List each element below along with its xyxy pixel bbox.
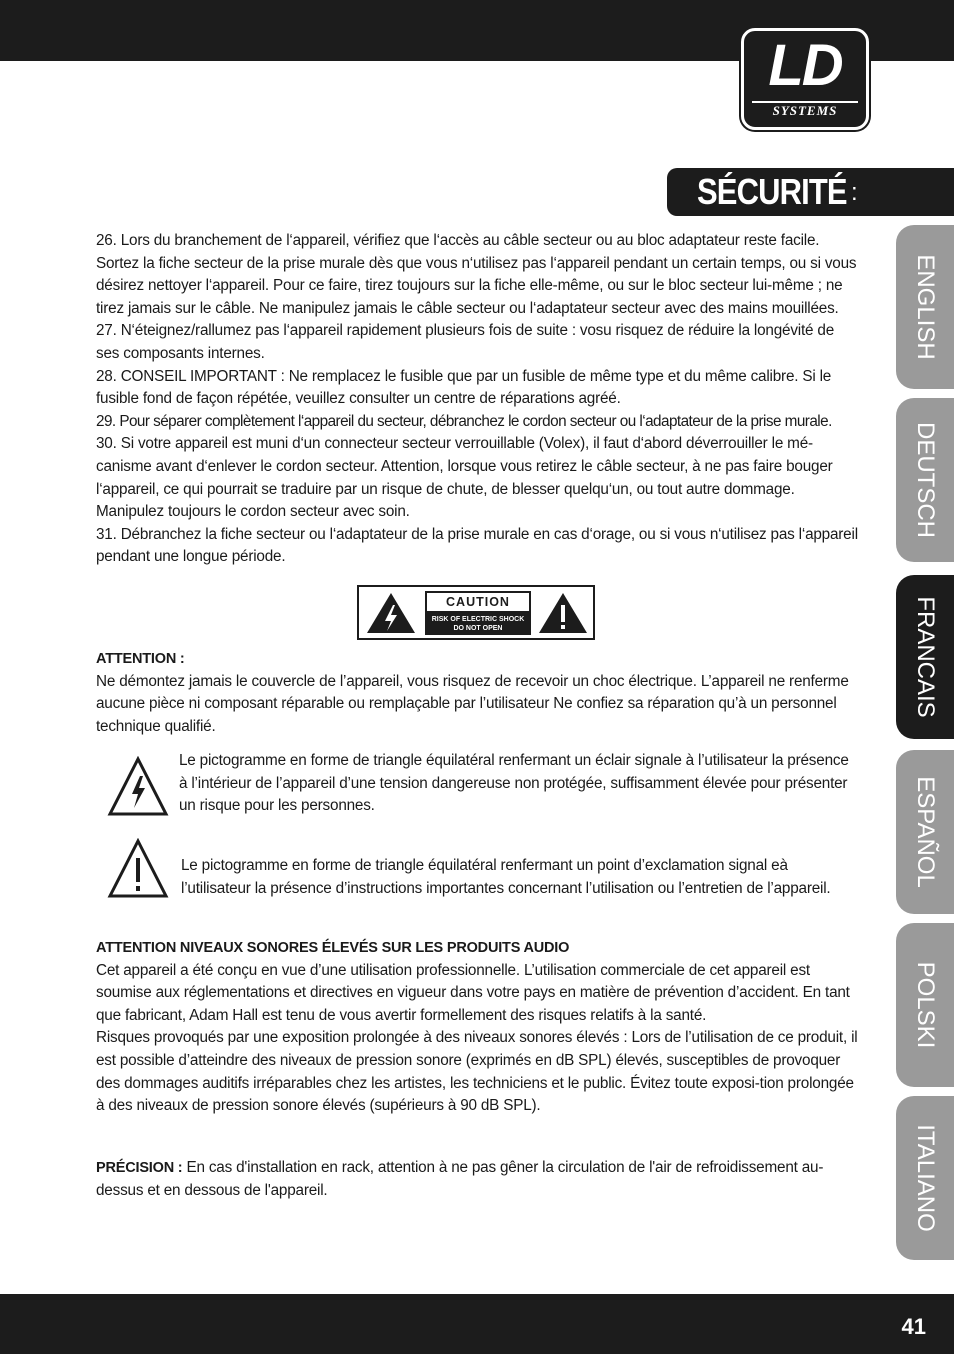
caution-label (357, 585, 595, 640)
tab-label: ENGLISH (912, 254, 939, 360)
precision-text: En cas d'installation en rack, attention à ne pas gêner la circulation de l'air de refroidissement au-dessus et en dessous de l'appareil. (96, 1159, 824, 1199)
tab-italiano[interactable] (896, 1096, 954, 1260)
tab-english[interactable] (896, 225, 954, 389)
precision-paragraph (96, 1157, 858, 1202)
caution-panel (425, 591, 531, 635)
tab-espanol[interactable] (896, 750, 954, 914)
sound-level-paragraph-2: Risques provoqués par une exposition prolongée à des niveaux sonores élevés : Lors de l’utilisation de ce produit, il est possible d’atteindre des niveaux de pression sonore (exprimés en dB SPL) élevés, susceptibles de provoquer des dommages auditifs irréparables chez les artistes, les techniciens et le public. Évitez toute exposi-tion prolongée à des niveaux de pression sonore élevés (supérieurs à 90 dB SPL). (96, 1029, 858, 1115)
safety-item: 30. Si votre appareil est muni d‘un connecteur secteur verrouillable (Volex), il faut d‘abord déverrouiller le mé-canisme avant d‘enlever le cordon secteur. Attention, lorsque vous retirez le câble secteur, à ne pas faire bouger l‘appareil, ce qui pourrait se traduire par un risque de chute, de blesser quelqu‘un, ou tout autre dommage. Manipulez toujours le cordon secteur avec soin. (96, 435, 833, 521)
section-title (667, 168, 954, 216)
attention-text: Ne démontez jamais le couvercle de l’appareil, vous risquez de recevoir un choc électrique. L’appareil ne renferme aucune pièce ni composant réparable ou remplaçable par l’utilisateur Ne confiez sa réparation qu’à un personnel technique qualifié. (96, 672, 849, 735)
sound-level-heading: ATTENTION NIVEAUX SONORES ÉLEVÉS SUR LES PRODUITS AUDIO (96, 940, 570, 956)
section-title-colon: : (851, 179, 858, 206)
exclamation-triangle-icon (107, 838, 169, 900)
tab-deutsch[interactable] (896, 398, 954, 562)
attention-block (96, 648, 858, 738)
ld-systems-logo (741, 28, 869, 130)
safety-item: 28. CONSEIL IMPORTANT : Ne remplacez le fusible que par un fusible de même type et du même calibre. Si le fusible fond de façon répétée, veuillez consulter un centre de réparations agréé. (96, 367, 832, 408)
lightning-description: Le pictogramme en forme de triangle équilatéral renfermant un éclair signale à l’utilisateur la présence à l’intérieur de l’appareil d’une tension dangereuse non protégée, suffisamment élevée pour présenter un risque pour les personnes. (179, 752, 849, 815)
footer-bar (0, 1294, 954, 1354)
lightning-warning-icon (365, 591, 417, 635)
tab-polski[interactable] (896, 923, 954, 1087)
tab-francais[interactable] (896, 575, 954, 739)
caution-line-1: RISK OF ELECTRIC SHOCK (431, 616, 525, 623)
page-number: 41 (901, 1314, 926, 1339)
tab-label: FRANCAIS (912, 596, 939, 718)
tab-label: DEUTSCH (912, 421, 939, 539)
precision-label: PRÉCISION : (96, 1160, 183, 1176)
precision-block (96, 1157, 858, 1202)
attention-heading: ATTENTION : (96, 651, 185, 667)
tab-label: POLSKI (912, 961, 939, 1049)
lightning-triangle-icon (107, 756, 169, 818)
logo-main-text: LD (768, 33, 842, 98)
safety-item: 29. Pour séparer complètement l‘appareil du secteur, débranchez le cordon secteur ou l‘adaptateur de la prise murale. (96, 412, 832, 430)
exclamation-description: Le pictogramme en forme de triangle équilatéral renfermant un point d’exclamation signal eà l’utilisateur la présence d’instructions importantes concernant l’utilisation ou l’entretien de l’appareil. (181, 857, 831, 897)
caution-subtext (425, 615, 531, 633)
tab-label: ESPAÑOL (912, 776, 939, 888)
safety-item: 26. Lors du branchement de l‘appareil, vérifiez que l‘accès au câble secteur ou au bloc adaptateur reste facile. Sortez la fiche secteur de la prise murale dès que vous n‘utilisez pas l‘appareil pendant un certain temps, ou si vous désirez nettoyer l‘appareil. Pour ce faire, tirez toujours sur la fiche elle-même, ou sur le bloc secteur lui-même ; ne tirez jamais sur le câble. Ne manipulez jamais le câble secteur ou l‘adaptateur secteur avec des mains mouillées. (96, 232, 857, 317)
safety-item: 31. Débranchez la fiche secteur ou l‘adaptateur de la prise murale en cas d‘orage, ou si vous n‘utilisez pas l‘appareil pendant une longue période. (96, 525, 858, 566)
exclamation-warning-icon (537, 591, 589, 635)
sound-level-paragraph-1: Cet appareil a été conçu en vue d’une utilisation professionnelle. L’utilisation commerciale de cet appareil est soumise aux réglementations et directives en vigueur dans votre pays en matière de prévention d’accident. En tant que fabricant, Adam Hall est tenu de vous avertir formellement des risques relatifs à la santé. (96, 961, 850, 1024)
safety-item: 27. N‘éteignez/rallumez pas l‘appareil rapidement plusieurs fois de suite : vosu risquez de réduire la longévité de ses composants internes. (96, 322, 835, 362)
caution-title: CAUTION (427, 593, 529, 611)
section-title-text: SÉCURITÉ (697, 171, 847, 212)
logo-sub-text: SYSTEMS (752, 101, 858, 117)
sound-level-block (96, 937, 858, 1118)
tab-label: ITALIANO (912, 1124, 939, 1232)
safety-items (96, 230, 858, 569)
caution-line-2: DO NOT OPEN (453, 625, 503, 632)
